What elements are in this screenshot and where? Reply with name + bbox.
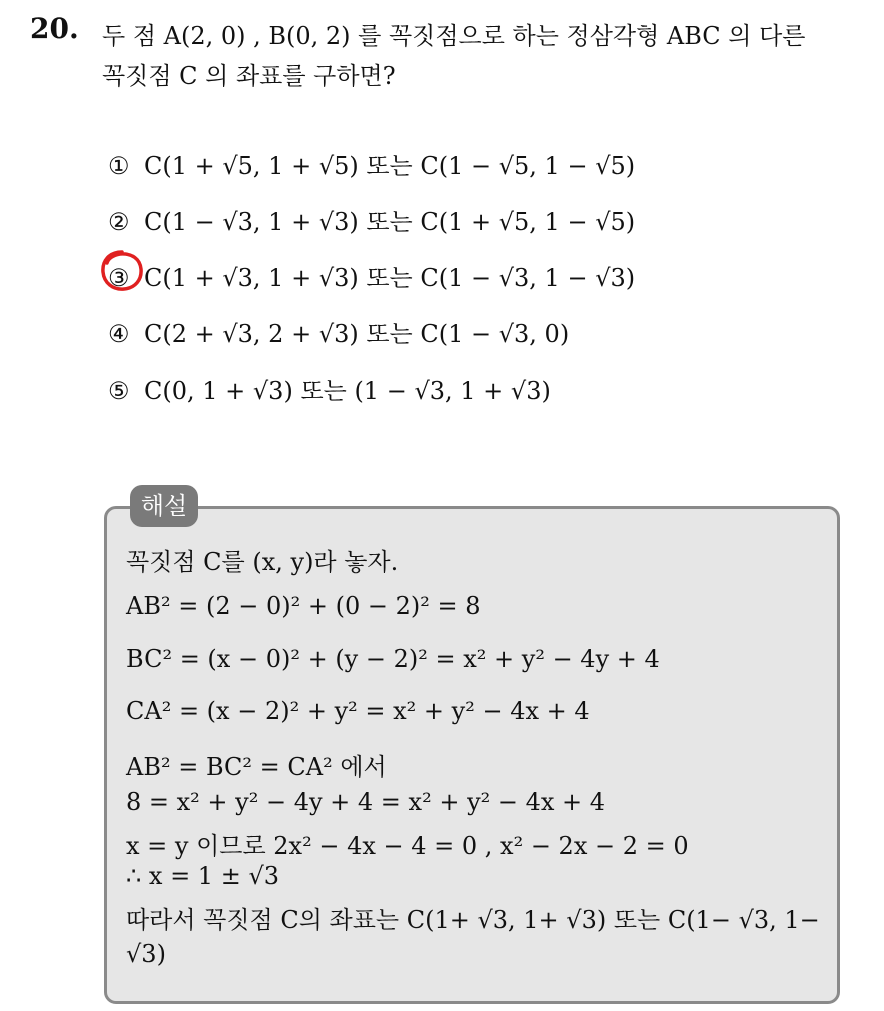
choice-text: C(0, 1 + √3) 또는 (1 − √3, 1 + √3) (144, 377, 551, 405)
choice-marker: ② (108, 208, 130, 236)
choice-3[interactable] (108, 258, 635, 293)
solution-tag: 해설 (130, 485, 198, 527)
choice-4[interactable] (108, 314, 569, 349)
solution-line-8: ∴ x = 1 ± √3 (126, 862, 279, 890)
solution-line-1: 꼭짓점 C를 (x, y)라 놓자. (126, 548, 399, 576)
choice-text: C(2 + √3, 2 + √3) 또는 C(1 − √3, 0) (144, 320, 570, 348)
choice-5[interactable] (108, 371, 551, 406)
solution-line-2: AB² = (2 − 0)² + (0 − 2)² = 8 (126, 592, 481, 620)
solution-line-6: 8 = x² + y² − 4y + 4 = x² + y² − 4x + 4 (126, 788, 606, 816)
solution-line-5: AB² = BC² = CA² 에서 (126, 753, 387, 781)
solution-line-7: x = y 이므로 2x² − 4x − 4 = 0 , x² − 2x − 2 = 0 (126, 832, 689, 860)
solution-line-4: CA² = (x − 2)² + y² = x² + y² − 4x + 4 (126, 697, 590, 725)
solution-line-3: BC² = (x − 0)² + (y − 2)² = x² + y² − 4y + 4 (126, 645, 660, 673)
choice-text: C(1 − √3, 1 + √3) 또는 C(1 + √5, 1 − √5) (144, 208, 636, 236)
question-number: 20. (30, 12, 79, 45)
answer-circle-mark (98, 248, 146, 294)
choice-marker: ③ (108, 264, 130, 292)
choice-marker: ① (108, 152, 130, 180)
solution-line-9: 따라서 꼭짓점 C의 좌표는 C(1+ √3, 1+ √3) 또는 C(1− √3, 1− (126, 906, 820, 934)
choice-2[interactable] (108, 202, 635, 237)
question-text-line-2: 꼭짓점 C 의 좌표를 구하면? (102, 62, 396, 90)
choice-1[interactable] (108, 146, 635, 181)
choice-marker: ④ (108, 320, 130, 348)
choice-text: C(1 + √3, 1 + √3) 또는 C(1 − √3, 1 − √3) (144, 264, 636, 292)
choice-marker: ⑤ (108, 377, 130, 405)
solution-line-10: √3) (126, 940, 166, 968)
question-text-line-1: 두 점 A(2, 0) , B(0, 2) 를 꼭짓점으로 하는 정삼각형 ABC 의 다른 (102, 22, 806, 50)
choice-text: C(1 + √5, 1 + √5) 또는 C(1 − √5, 1 − √5) (144, 152, 636, 180)
